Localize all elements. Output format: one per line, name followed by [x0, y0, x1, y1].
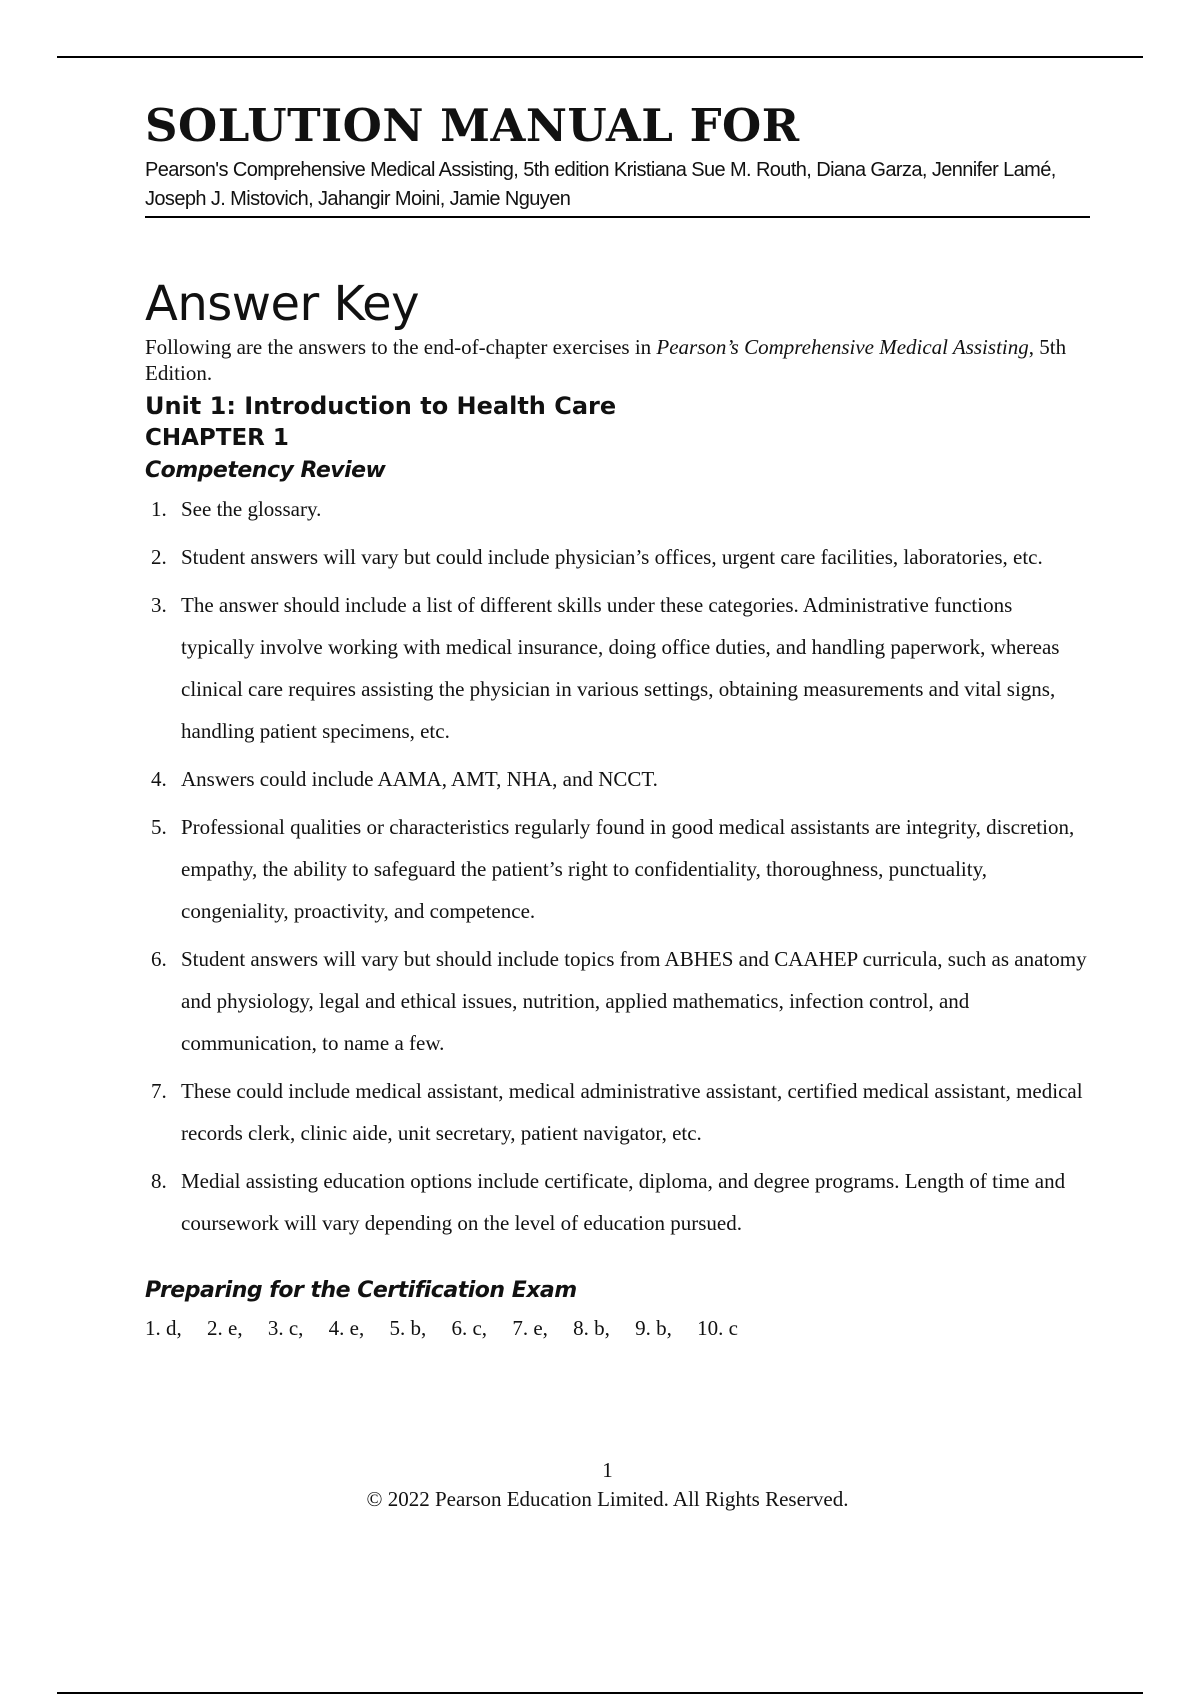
item-text: The answer should include a list of different skills under these categories. Administrative functions typically involve working with medical insurance, doing office duties, and handling paperwork, whereas clinical care requires assisting the physician in various settings, obtaining measurements and vital signs, handling patient specimens, etc.	[181, 593, 1060, 743]
certification-answer-list	[145, 1308, 1090, 1348]
exam-answer: 8. b,	[573, 1316, 610, 1340]
manual-subtitle: Pearson's Comprehensive Medical Assisting, 5th edition Kristiana Sue M. Routh, Diana Garza, Jennifer Lamé, Joseph J. Mistovich, Jahangir Moini, Jamie Nguyen	[145, 156, 1090, 218]
exam-answer: 9. b,	[635, 1316, 672, 1340]
list-item	[145, 536, 1090, 578]
item-text: Professional qualities or characteristics regularly found in good medical assistants are integrity, discretion, empathy, the ability to safeguard the patient’s right to confidentiality, thoroughness, punctuality, congeniality, proactivity, and competence.	[181, 815, 1075, 923]
item-number: 4.	[151, 767, 167, 791]
list-item	[145, 938, 1090, 1064]
item-text: Medial assisting education options include certificate, diploma, and degree programs. Length of time and coursework will vary depending on the level of education pursued.	[181, 1169, 1066, 1235]
item-text: See the glossary.	[181, 497, 322, 521]
item-number: 2.	[151, 545, 167, 569]
exam-answer: 4. e,	[328, 1316, 365, 1340]
exam-answer: 10. c	[697, 1316, 738, 1340]
item-number: 6.	[151, 947, 167, 971]
item-text: These could include medical assistant, medical administrative assistant, certified medical assistant, medical records clerk, clinic aide, unit secretary, patient navigator, etc.	[181, 1079, 1083, 1145]
exam-answer: 7. e,	[512, 1316, 548, 1340]
intro-book-title: Pearson’s Comprehensive Medical Assisting	[656, 335, 1029, 359]
exam-answer: 5. b,	[389, 1316, 427, 1340]
competency-review-title: Competency Review	[145, 458, 386, 483]
intro-paragraph	[145, 334, 1090, 386]
list-item	[145, 1160, 1090, 1244]
manual-title: SOLUTION MANUAL FOR	[145, 99, 800, 152]
certification-exam-title: Preparing for the Certification Exam	[145, 1278, 577, 1303]
bottom-divider	[57, 1692, 1143, 1694]
competency-answer-list	[145, 488, 1090, 1244]
list-item	[145, 488, 1090, 530]
top-divider	[57, 56, 1143, 58]
item-number: 8.	[151, 1169, 167, 1193]
item-number: 1.	[151, 497, 167, 521]
exam-answer: 2. e,	[207, 1316, 243, 1340]
chapter-title: CHAPTER 1	[145, 425, 289, 451]
intro-prefix: Following are the answers to the end-of-chapter exercises in	[145, 335, 657, 359]
item-text: Student answers will vary but could include physician’s offices, urgent care facilities, laboratories, etc.	[181, 545, 1043, 569]
item-number: 5.	[151, 815, 167, 839]
list-item	[145, 1070, 1090, 1154]
list-item	[145, 584, 1090, 752]
list-item	[145, 806, 1090, 932]
unit-title: Unit 1: Introduction to Health Care	[145, 392, 617, 420]
page-footer	[0, 1456, 1200, 1514]
copyright-notice: © 2022 Pearson Education Limited. All Rights Reserved.	[366, 1487, 849, 1511]
exam-answer: 3. c,	[267, 1316, 304, 1340]
item-number: 3.	[151, 593, 167, 617]
item-text: Student answers will vary but should include topics from ABHES and CAAHEP curricula, such as anatomy and physiology, legal and ethical issues, nutrition, applied mathematics, infection control, and communication, to name a few.	[181, 947, 1087, 1055]
exam-answer: 6. c,	[451, 1316, 488, 1340]
item-text: Answers could include AAMA, AMT, NHA, and NCCT.	[181, 767, 658, 791]
intro-suffix: , 5th Edition.	[145, 335, 1067, 385]
item-number: 7.	[151, 1079, 167, 1103]
document-page	[145, 96, 1090, 1348]
page-number: 1	[602, 1458, 613, 1482]
list-item	[145, 758, 1090, 800]
exam-answer: 1. d,	[145, 1316, 182, 1340]
answer-key-title: Answer Key	[145, 276, 420, 332]
